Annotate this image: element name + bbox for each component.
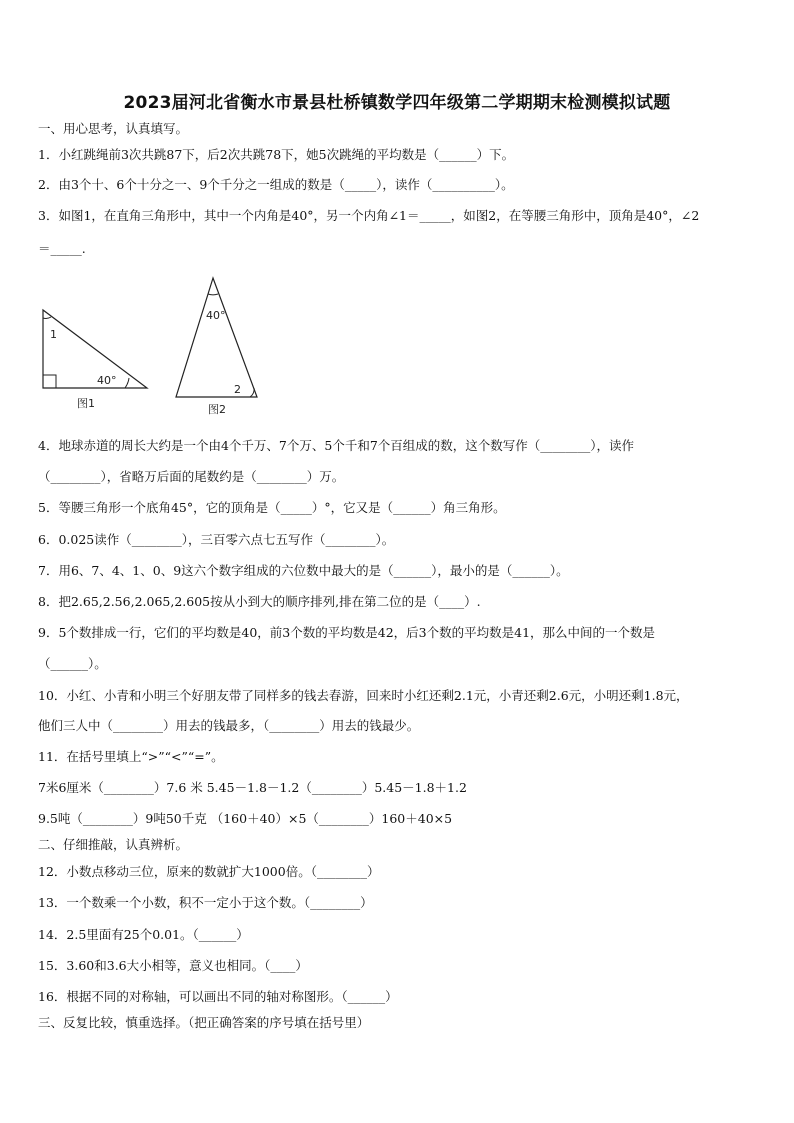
angle-40-label-fig2: 40° bbox=[206, 309, 226, 322]
question-9-cont: （______）。 bbox=[38, 656, 107, 671]
question-14: 14．2.5里面有25个0.01。（______） bbox=[38, 927, 249, 942]
angle-1-label: 1 bbox=[50, 328, 57, 341]
question-8: 8．把2.65,2.56,2.065,2.605按从小到大的顺序排列,排在第二位的是（____）. bbox=[38, 594, 481, 609]
figure-2-caption: 图2 bbox=[208, 403, 226, 416]
question-4-cont: （________），省略万后面的尾数约是（________）万。 bbox=[38, 469, 345, 484]
question-6: 6．0.025读作（________），三百零六点七五写作（________）。 bbox=[38, 532, 395, 547]
question-11-row-1: 7米6厘米（________）7.6 米 5.45－1.8－1.2（________）5.45－1.8＋1.2 bbox=[38, 780, 467, 795]
angle-40-label-fig1: 40° bbox=[97, 374, 117, 387]
question-5: 5．等腰三角形一个底角45°，它的顶角是（_____）°，它又是（______）角三角形。 bbox=[38, 500, 506, 515]
question-11: 11．在括号里填上“>”“<”“=”。 bbox=[38, 749, 224, 764]
question-12: 12．小数点移动三位，原来的数就扩大1000倍。（________） bbox=[38, 864, 380, 879]
figure-1-right-triangle bbox=[35, 300, 155, 412]
question-3-cont: ＝_____. bbox=[38, 241, 86, 256]
figure-1-caption: 图1 bbox=[77, 397, 95, 410]
question-7: 7．用6、7、4、1、0、9这六个数字组成的六位数中最大的是（______），最小的是（______）。 bbox=[38, 563, 569, 578]
question-3: 3．如图1，在直角三角形中，其中一个内角是40°，另一个内角∠1＝_____，如图2，在等腰三角形中，顶角是40°，∠2 bbox=[38, 208, 700, 223]
question-4: 4．地球赤道的周长大约是一个由4个千万、7个万、5个千和7个百组成的数，这个数写作（________），读作 bbox=[38, 438, 635, 453]
question-1: 1．小红跳绳前3次共跳87下，后2次共跳78下，她5次跳绳的平均数是（______）下。 bbox=[38, 147, 515, 162]
question-2: 2．由3个十、6个十分之一、9个千分之一组成的数是（_____），读作（__________）。 bbox=[38, 177, 514, 192]
question-13: 13．一个数乘一个小数，积不一定小于这个数。（________） bbox=[38, 895, 373, 910]
section-heading-2: 二、仔细推敲，认真辨析。 bbox=[38, 837, 189, 852]
section-heading-1: 一、用心思考，认真填写。 bbox=[38, 121, 189, 136]
question-10: 10．小红、小青和小明三个好朋友带了同样多的钱去春游，回来时小红还剩2.1元，小青还剩2.6元，小明还剩1.8元， bbox=[38, 688, 689, 703]
figure-2-isosceles-triangle bbox=[168, 270, 268, 420]
question-16: 16．根据不同的对称轴，可以画出不同的轴对称图形。（______） bbox=[38, 989, 398, 1004]
section-heading-3: 三、反复比较，慎重选择。（把正确答案的序号填在括号里） bbox=[38, 1015, 370, 1030]
angle-2-label: 2 bbox=[234, 383, 241, 396]
page-title: 2023届河北省衡水市景县杜桥镇数学四年级第二学期期末检测模拟试题 bbox=[123, 93, 671, 113]
question-10-cont: 他们三人中（________）用去的钱最多，（________）用去的钱最少。 bbox=[38, 718, 420, 733]
question-15: 15．3.60和3.6大小相等，意义也相同。（____） bbox=[38, 958, 308, 973]
question-9: 9．5个数排成一行，它们的平均数是40，前3个数的平均数是42，后3个数的平均数是41，那么中间的一个数是 bbox=[38, 625, 656, 640]
question-11-row-2: 9.5吨（________）9吨50千克 （160＋40）×5（________）160＋40×5 bbox=[38, 811, 453, 826]
